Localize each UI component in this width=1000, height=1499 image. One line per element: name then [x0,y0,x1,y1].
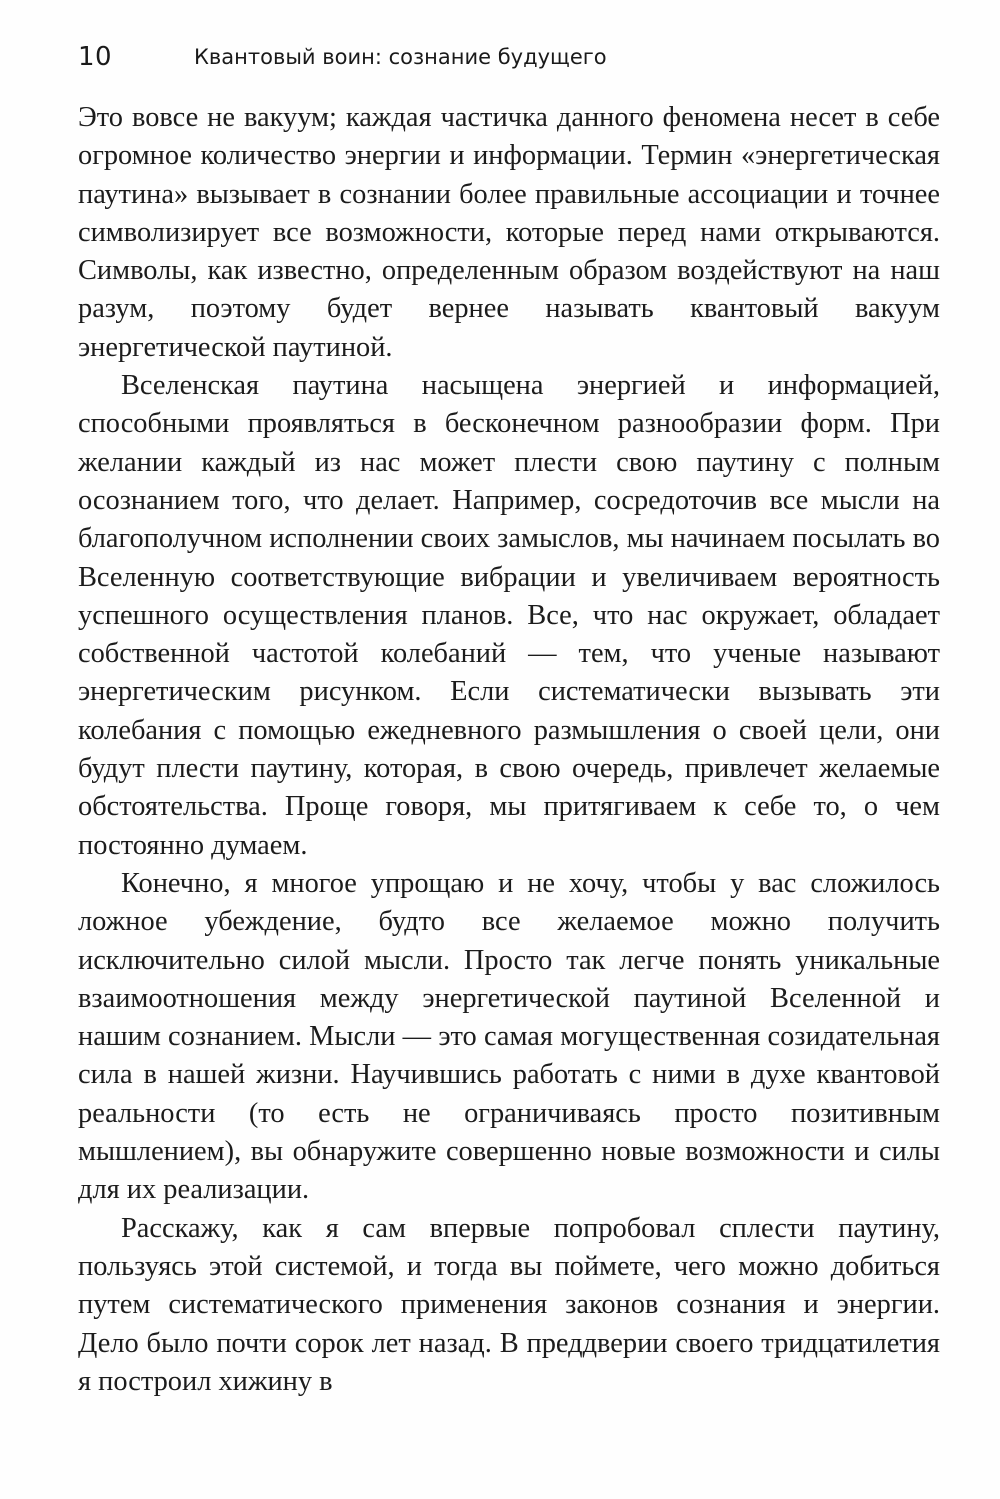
running-header-title: Квантовый воин: сознание будущего [194,45,607,69]
paragraph: Это вовсе не вакуум; каждая частичка данного феномена несет в себе огромное количество энергии и информации. Термин «энергетическая паутина» вызывает в сознании более правильные ассоциации и точнее символизирует все возможности, которые перед нами открываются. Символы, как известно, определенным образом воздействуют на наш разум, поэтому будет вернее называть квантовый вакуум энергетической паутиной. [78,102,940,363]
page-number: 10 [78,42,113,72]
paragraph: Расскажу, как я сам впервые попробовал сплести паутину, пользуясь этой системой, и тогда вы поймете, чего можно добиться путем систематического применения законов сознания и энергии. Дело было почти сорок лет назад. В преддверии своего тридцатилетия я построил хижину в [78,1212,940,1397]
running-header [78,40,938,80]
paragraph: Вселенская паутина насыщена энергией и информацией, способными проявляться в бесконечном разнообразии форм. При желании каждый из нас может плести свою паутину с полным осознанием того, что делает. Например, сосредоточив все мысли на благополучном исполнении своих замыслов, мы начинаем посылать во Вселенную соответствующие вибрации и увеличиваем вероятность успешного осуществления планов. Все, что нас окружает, обладает собственной частотой колебаний — тем, что ученые называют энергетическим рисунком. Если систематически вызывать эти колебания с помощью ежедневного размышления о своей цели, они будут плести паутину, которая, в свою очередь, привлечет желаемые обстоятельства. Проще говоря, мы притягиваем к себе то, о чем постоянно думаем. [78,370,940,861]
paragraph: Конечно, я многое упрощаю и не хочу, чтобы у вас сложилось ложное убеждение, будто все желаемое можно получить исключительно силой мысли. Просто так легче понять уникальные взаимоотношения между энергетической паутиной Вселенной и нашим сознанием. Мысли — это самая могущественная созидательная сила в нашей жизни. Научившись работать с ними в духе квантовой реальности (то есть не ограничиваясь просто позитивным мышлением), вы обнаружите совершенно новые возможности и силы для их реализации. [78,867,940,1206]
body-text [78,99,940,1401]
